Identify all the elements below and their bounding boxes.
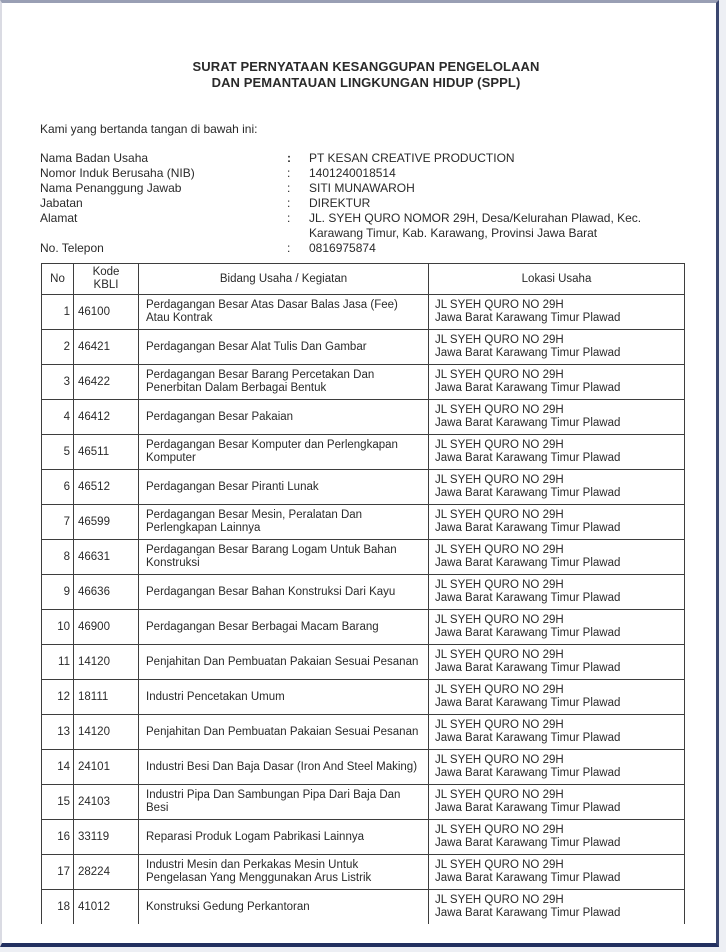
document-title bbox=[40, 59, 692, 91]
cell-kode: 14120 bbox=[74, 645, 139, 680]
cell-no: 8 bbox=[42, 540, 74, 575]
cell-lokasi-line1: JL SYEH QURO NO 29H bbox=[435, 579, 564, 591]
cell-lokasi bbox=[429, 575, 685, 610]
cell-lokasi bbox=[429, 680, 685, 715]
cell-lokasi bbox=[429, 365, 685, 400]
cell-kode: 46421 bbox=[74, 330, 139, 365]
table-row bbox=[42, 400, 685, 435]
table-row bbox=[42, 575, 685, 610]
cell-lokasi-line1: JL SYEH QURO NO 29H bbox=[435, 789, 564, 801]
table-row bbox=[42, 610, 685, 645]
cell-lokasi bbox=[429, 400, 685, 435]
cell-lokasi-line1: JL SYEH QURO NO 29H bbox=[435, 369, 564, 381]
cell-lokasi-line2: Jawa Barat Karawang Timur Plawad bbox=[435, 312, 621, 324]
table-row bbox=[42, 295, 685, 330]
cell-lokasi-line2: Jawa Barat Karawang Timur Plawad bbox=[435, 487, 621, 499]
field-value: DIREKTUR bbox=[309, 196, 371, 210]
table-row bbox=[42, 715, 685, 750]
cell-lokasi-line1: JL SYEH QURO NO 29H bbox=[435, 474, 564, 486]
table-row bbox=[42, 365, 685, 400]
cell-lokasi bbox=[429, 610, 685, 645]
table-row bbox=[42, 890, 685, 925]
header-lokasi-usaha: Lokasi Usaha bbox=[429, 264, 685, 295]
cell-lokasi-line2: Jawa Barat Karawang Timur Plawad bbox=[435, 452, 621, 464]
cell-lokasi-line1: JL SYEH QURO NO 29H bbox=[435, 299, 564, 311]
cell-bidang: Penjahitan Dan Pembuatan Pakaian Sesuai Pesanan bbox=[139, 715, 429, 750]
cell-kode: 46100 bbox=[74, 295, 139, 330]
cell-lokasi-line1: JL SYEH QURO NO 29H bbox=[435, 859, 564, 871]
cell-no: 11 bbox=[42, 645, 74, 680]
cell-no: 2 bbox=[42, 330, 74, 365]
cell-kode: 46631 bbox=[74, 540, 139, 575]
cell-lokasi-line1: JL SYEH QURO NO 29H bbox=[435, 334, 564, 346]
cell-bidang: Perdagangan Besar Berbagai Macam Barang bbox=[139, 610, 429, 645]
cell-lokasi bbox=[429, 330, 685, 365]
cell-lokasi-line1: JL SYEH QURO NO 29H bbox=[435, 649, 564, 661]
header-bidang-usaha: Bidang Usaha / Kegiatan bbox=[139, 264, 429, 295]
cell-lokasi bbox=[429, 715, 685, 750]
header-row bbox=[42, 264, 685, 295]
intro-text: Kami yang bertanda tangan di bawah ini: bbox=[40, 122, 258, 136]
cell-bidang: Perdagangan Besar Bahan Konstruksi Dari Kayu bbox=[139, 575, 429, 610]
cell-no: 4 bbox=[42, 400, 74, 435]
cell-bidang: Perdagangan Besar Atas Dasar Balas Jasa (Fee) Atau Kontrak bbox=[139, 295, 429, 330]
cell-lokasi bbox=[429, 295, 685, 330]
cell-bidang: Perdagangan Besar Alat Tulis Dan Gambar bbox=[139, 330, 429, 365]
field-label: Alamat bbox=[40, 211, 78, 225]
kbli-table bbox=[41, 263, 685, 924]
field-colon: : bbox=[287, 196, 291, 210]
cell-kode: 46511 bbox=[74, 435, 139, 470]
cell-bidang: Perdagangan Besar Barang Logam Untuk Bahan Konstruksi bbox=[139, 540, 429, 575]
field-value: 1401240018514 bbox=[309, 166, 396, 180]
cell-lokasi-line1: JL SYEH QURO NO 29H bbox=[435, 719, 564, 731]
kbli-table-header bbox=[42, 264, 685, 295]
cell-kode: 46422 bbox=[74, 365, 139, 400]
cell-no: 6 bbox=[42, 470, 74, 505]
cell-kode: 24103 bbox=[74, 785, 139, 820]
field-value: SITI MUNAWAROH bbox=[309, 181, 415, 195]
cell-lokasi bbox=[429, 470, 685, 505]
header-kode-line2: KBLI bbox=[93, 279, 119, 291]
cell-lokasi-line1: JL SYEH QURO NO 29H bbox=[435, 439, 564, 451]
cell-lokasi-line2: Jawa Barat Karawang Timur Plawad bbox=[435, 347, 621, 359]
cell-no: 17 bbox=[42, 855, 74, 890]
cell-bidang: Perdagangan Besar Komputer dan Perlengkapan Komputer bbox=[139, 435, 429, 470]
cell-lokasi-line1: JL SYEH QURO NO 29H bbox=[435, 404, 564, 416]
cell-lokasi-line2: Jawa Barat Karawang Timur Plawad bbox=[435, 662, 621, 674]
cell-lokasi-line1: JL SYEH QURO NO 29H bbox=[435, 509, 564, 521]
table-row bbox=[42, 645, 685, 680]
cell-lokasi bbox=[429, 890, 685, 925]
field-colon: : bbox=[287, 241, 291, 255]
table-row bbox=[42, 470, 685, 505]
cell-lokasi-line1: JL SYEH QURO NO 29H bbox=[435, 544, 564, 556]
cell-lokasi bbox=[429, 855, 685, 890]
document-title-line1: SURAT PERNYATAAN KESANGGUPAN PENGELOLAAN bbox=[192, 59, 540, 74]
table-row bbox=[42, 820, 685, 855]
cell-lokasi-line1: JL SYEH QURO NO 29H bbox=[435, 824, 564, 836]
document-content bbox=[2, 59, 716, 924]
cell-kode: 28224 bbox=[74, 855, 139, 890]
field-colon: : bbox=[287, 181, 291, 195]
cell-lokasi bbox=[429, 820, 685, 855]
field-row bbox=[40, 241, 692, 256]
cell-no: 14 bbox=[42, 750, 74, 785]
cell-lokasi-line2: Jawa Barat Karawang Timur Plawad bbox=[435, 907, 621, 919]
cell-bidang: Perdagangan Besar Piranti Lunak bbox=[139, 470, 429, 505]
cell-bidang: Industri Mesin dan Perkakas Mesin Untuk Pengelasan Yang Menggunakan Arus Listrik bbox=[139, 855, 429, 890]
cell-kode: 24101 bbox=[74, 750, 139, 785]
cell-lokasi-line2: Jawa Barat Karawang Timur Plawad bbox=[435, 627, 621, 639]
kbli-table-body bbox=[42, 295, 685, 925]
cell-lokasi-line2: Jawa Barat Karawang Timur Plawad bbox=[435, 802, 621, 814]
cell-kode: 18111 bbox=[74, 680, 139, 715]
cell-lokasi bbox=[429, 505, 685, 540]
cell-lokasi-line1: JL SYEH QURO NO 29H bbox=[435, 684, 564, 696]
fields-section bbox=[40, 151, 692, 256]
cell-kode: 14120 bbox=[74, 715, 139, 750]
cell-lokasi bbox=[429, 435, 685, 470]
cell-lokasi-line1: JL SYEH QURO NO 29H bbox=[435, 614, 564, 626]
cell-lokasi-line2: Jawa Barat Karawang Timur Plawad bbox=[435, 417, 621, 429]
cell-lokasi-line2: Jawa Barat Karawang Timur Plawad bbox=[435, 697, 621, 709]
cell-no: 5 bbox=[42, 435, 74, 470]
cell-kode: 46636 bbox=[74, 575, 139, 610]
cell-kode: 41012 bbox=[74, 890, 139, 925]
field-value: JL. SYEH QURO NOMOR 29H, Desa/Kelurahan Plawad, Kec. Karawang Timur, Kab. Karawang, Provinsi Jawa Barat bbox=[309, 211, 642, 240]
table-row bbox=[42, 855, 685, 890]
cell-no: 15 bbox=[42, 785, 74, 820]
table-row bbox=[42, 435, 685, 470]
table-row bbox=[42, 505, 685, 540]
cell-lokasi-line2: Jawa Barat Karawang Timur Plawad bbox=[435, 872, 621, 884]
cell-bidang: Perdagangan Besar Pakaian bbox=[139, 400, 429, 435]
field-label: Nama Badan Usaha bbox=[40, 151, 149, 165]
cell-lokasi-line2: Jawa Barat Karawang Timur Plawad bbox=[435, 382, 621, 394]
cell-bidang: Perdagangan Besar Barang Percetakan Dan Penerbitan Dalam Berbagai Bentuk bbox=[139, 365, 429, 400]
cell-lokasi-line2: Jawa Barat Karawang Timur Plawad bbox=[435, 837, 621, 849]
field-label: Nomor Induk Berusaha (NIB) bbox=[40, 166, 195, 180]
cell-kode: 46599 bbox=[74, 505, 139, 540]
cell-no: 16 bbox=[42, 820, 74, 855]
cell-no: 10 bbox=[42, 610, 74, 645]
table-row bbox=[42, 750, 685, 785]
cell-no: 13 bbox=[42, 715, 74, 750]
cell-lokasi-line2: Jawa Barat Karawang Timur Plawad bbox=[435, 557, 621, 569]
cell-bidang: Penjahitan Dan Pembuatan Pakaian Sesuai Pesanan bbox=[139, 645, 429, 680]
field-value: 0816975874 bbox=[309, 241, 376, 255]
cell-bidang: Industri Pencetakan Umum bbox=[139, 680, 429, 715]
cell-no: 18 bbox=[42, 890, 74, 925]
table-row bbox=[42, 540, 685, 575]
cell-bidang: Reparasi Produk Logam Pabrikasi Lainnya bbox=[139, 820, 429, 855]
cell-bidang: Perdagangan Besar Mesin, Peralatan Dan Perlengkapan Lainnya bbox=[139, 505, 429, 540]
cell-lokasi-line1: JL SYEH QURO NO 29H bbox=[435, 754, 564, 766]
field-row bbox=[40, 211, 692, 241]
cell-bidang: Konstruksi Gedung Perkantoran bbox=[139, 890, 429, 925]
cell-lokasi-line2: Jawa Barat Karawang Timur Plawad bbox=[435, 767, 621, 779]
cell-lokasi-line2: Jawa Barat Karawang Timur Plawad bbox=[435, 592, 621, 604]
cell-no: 3 bbox=[42, 365, 74, 400]
cell-bidang: Industri Pipa Dan Sambungan Pipa Dari Baja Dan Besi bbox=[139, 785, 429, 820]
cell-lokasi bbox=[429, 785, 685, 820]
cell-kode: 46412 bbox=[74, 400, 139, 435]
cell-no: 9 bbox=[42, 575, 74, 610]
field-row bbox=[40, 196, 692, 211]
header-kode-line1: Kode bbox=[92, 266, 120, 278]
cell-lokasi-line2: Jawa Barat Karawang Timur Plawad bbox=[435, 522, 621, 534]
cell-no: 1 bbox=[42, 295, 74, 330]
table-row bbox=[42, 785, 685, 820]
cell-lokasi bbox=[429, 540, 685, 575]
field-row bbox=[40, 166, 692, 181]
field-value: PT KESAN CREATIVE PRODUCTION bbox=[309, 151, 515, 165]
document-title-line2: DAN PEMANTAUAN LINGKUNGAN HIDUP (SPPL) bbox=[211, 75, 521, 90]
field-row bbox=[40, 181, 692, 196]
cell-kode: 46900 bbox=[74, 610, 139, 645]
field-label: Nama Penanggung Jawab bbox=[40, 181, 182, 195]
cell-no: 7 bbox=[42, 505, 74, 540]
header-kode-kbli bbox=[74, 264, 139, 295]
field-colon: : bbox=[287, 166, 291, 180]
field-colon: : bbox=[287, 211, 291, 225]
field-row bbox=[40, 151, 692, 166]
field-colon: : bbox=[287, 151, 291, 165]
cell-lokasi bbox=[429, 750, 685, 785]
cell-lokasi-line2: Jawa Barat Karawang Timur Plawad bbox=[435, 732, 621, 744]
table-row bbox=[42, 680, 685, 715]
cell-kode: 33119 bbox=[74, 820, 139, 855]
cell-lokasi-line1: JL SYEH QURO NO 29H bbox=[435, 894, 564, 906]
cell-no: 12 bbox=[42, 680, 74, 715]
field-label: Jabatan bbox=[40, 196, 83, 210]
header-no: No bbox=[42, 264, 74, 295]
cell-lokasi bbox=[429, 645, 685, 680]
cell-kode: 46512 bbox=[74, 470, 139, 505]
table-row bbox=[42, 330, 685, 365]
field-label: No. Telepon bbox=[40, 241, 104, 255]
cell-bidang: Industri Besi Dan Baja Dasar (Iron And Steel Making) bbox=[139, 750, 429, 785]
